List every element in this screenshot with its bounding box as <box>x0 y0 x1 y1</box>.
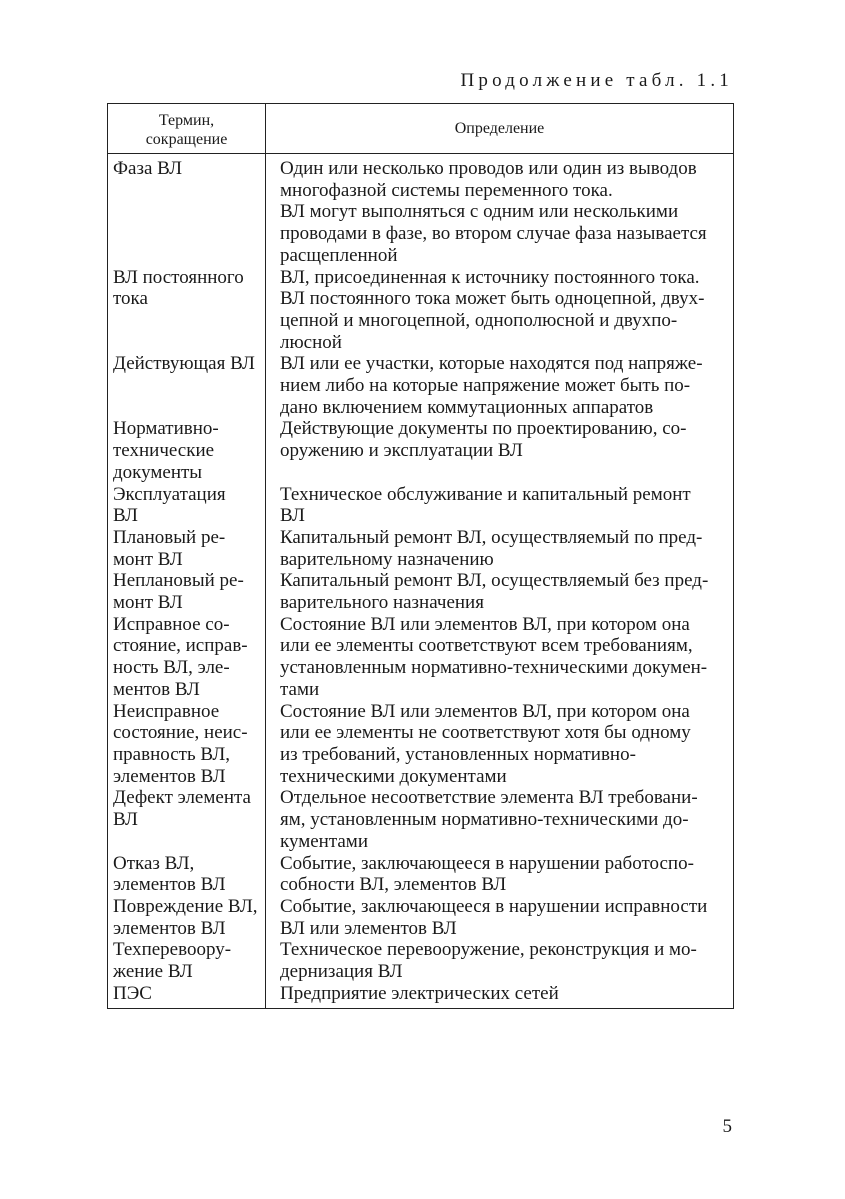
definition-cell <box>266 484 734 571</box>
term-line: элементов ВЛ <box>113 917 226 939</box>
definition-cell <box>266 939 734 982</box>
definition-line: или ее элементы не соответствуют хотя бы одному <box>280 722 691 744</box>
definition-line: цепной и многоцепной, однополюсной и двухпо- <box>280 309 678 331</box>
term-cell <box>108 701 266 788</box>
term-line: ность ВЛ, эле- <box>113 657 230 679</box>
table-row <box>108 939 734 982</box>
definition-line: Действующие документы по проектированию, со- <box>280 418 687 440</box>
definition-line: Капитальный ремонт ВЛ, осуществляемый без пред- <box>280 570 709 592</box>
definition-line: люсной <box>280 331 342 353</box>
definition-line: Техническое обслуживание и капитальный ремонт <box>280 483 691 505</box>
term-line: Эксплуатация <box>113 483 226 505</box>
definition-line: техническими документами <box>280 765 507 787</box>
definition-cell <box>266 418 734 483</box>
table-continuation-caption: Продолжение табл. 1.1 <box>460 70 733 91</box>
definition-line: собности ВЛ, элементов ВЛ <box>280 874 507 896</box>
term-line: ВЛ <box>113 809 138 831</box>
definition-line: Событие, заключающееся в нарушении исправности <box>280 895 708 917</box>
term-line: Техперевоору- <box>113 939 232 961</box>
term-cell <box>108 353 266 418</box>
term-line: состояние, неис- <box>113 722 248 744</box>
definition-line: дано включением коммутационных аппаратов <box>280 396 654 418</box>
table-row <box>108 570 734 613</box>
term-line: Дефект элемента <box>113 787 251 809</box>
term-line: монт ВЛ <box>113 592 183 614</box>
definition-line: Отдельное несоответствие элемента ВЛ требовани- <box>280 787 698 809</box>
definition-line: ВЛ или ее участки, которые находятся под напряже- <box>280 353 703 375</box>
definition-cell <box>266 353 734 418</box>
term-line: монт ВЛ <box>113 548 183 570</box>
term-line: Неплановый ре- <box>113 570 244 592</box>
definition-cell <box>266 267 734 354</box>
definition-line: варительного назначения <box>280 592 484 614</box>
term-cell <box>108 896 266 939</box>
definition-line: ВЛ могут выполняться с одним или несколькими <box>280 201 679 223</box>
term-cell <box>108 853 266 896</box>
table-row <box>108 614 734 701</box>
term-line: Отказ ВЛ, <box>113 852 195 874</box>
term-line: Исправное со- <box>113 613 230 635</box>
definition-line: Техническое перевооружение, реконструкция и мо- <box>280 939 697 961</box>
term-cell <box>108 418 266 483</box>
definition-line: варительному назначению <box>280 548 494 570</box>
table-row <box>108 701 734 788</box>
term-column-header <box>108 104 266 154</box>
term-cell <box>108 484 266 571</box>
definition-line: многофазной системы переменного тока. <box>280 179 613 201</box>
definition-cell <box>266 701 734 788</box>
term-line: правность ВЛ, <box>113 743 230 765</box>
term-cell <box>108 267 266 354</box>
definition-line: тами <box>280 678 320 700</box>
definition-line: ВЛ, присоединенная к источнику постоянного тока. <box>280 266 700 288</box>
term-line: жение ВЛ <box>113 961 193 983</box>
term-line: элементов ВЛ <box>113 765 226 787</box>
table-row <box>108 896 734 939</box>
definition-cell <box>266 614 734 701</box>
term-line: ВЛ постоянного <box>113 266 244 288</box>
table-row <box>108 154 734 267</box>
term-line: Действующая ВЛ <box>113 353 255 375</box>
term-line: Повреждение ВЛ, <box>113 895 258 917</box>
term-line: документы <box>113 461 203 483</box>
term-line: элементов ВЛ <box>113 874 226 896</box>
term-line: технические <box>113 440 215 462</box>
table-row <box>108 353 734 418</box>
definition-line: Капитальный ремонт ВЛ, осуществляемый по пред- <box>280 526 703 548</box>
table-row <box>108 484 734 571</box>
definition-line: ям, установленным нормативно-техническими до- <box>280 809 689 831</box>
term-line: Фаза ВЛ <box>113 158 182 179</box>
term-line: Плановый ре- <box>113 526 226 548</box>
definition-line: установленным нормативно-техническими докумен- <box>280 657 708 679</box>
definition-line: проводами в фазе, во втором случае фаза называется <box>280 223 707 245</box>
definition-cell <box>266 896 734 939</box>
term-line: ментов ВЛ <box>113 678 200 700</box>
definition-column-header: Определение <box>266 104 734 154</box>
definition-line: кументами <box>280 830 368 852</box>
term-cell <box>108 154 266 267</box>
term-cell <box>108 939 266 982</box>
definition-line: ВЛ или элементов ВЛ <box>280 917 457 939</box>
definition-line: дернизация ВЛ <box>280 961 403 983</box>
definition-line: Состояние ВЛ или элементов ВЛ, при котором она <box>280 700 690 722</box>
term-line: ПЭС <box>113 982 152 1004</box>
term-line: тока <box>113 288 148 310</box>
definition-line: ВЛ постоянного тока может быть одноцепной, двух- <box>280 288 705 310</box>
definition-cell <box>266 154 734 267</box>
table-row <box>108 787 734 852</box>
term-cell <box>108 614 266 701</box>
definition-line: Предприятие электрических сетей <box>280 982 559 1004</box>
definition-line: расщепленной <box>280 244 398 266</box>
table-row <box>108 983 734 1009</box>
table-row <box>108 853 734 896</box>
definition-line: ВЛ <box>280 505 305 527</box>
term-cell <box>108 570 266 613</box>
term-line: ВЛ <box>113 505 138 527</box>
table-row <box>108 418 734 483</box>
term-header-line: сокращение <box>145 130 228 148</box>
definition-line: из требований, установленных нормативно- <box>280 743 636 765</box>
definition-cell <box>266 787 734 852</box>
definition-line: оружению и эксплуатации ВЛ <box>280 440 523 462</box>
table-header-row <box>108 104 734 154</box>
term-cell <box>108 787 266 852</box>
page-number: 5 <box>722 1116 732 1137</box>
term-line: стояние, исправ- <box>113 635 248 657</box>
table-row <box>108 267 734 354</box>
definition-cell <box>266 570 734 613</box>
definition-cell <box>266 853 734 896</box>
definition-line: Состояние ВЛ или элементов ВЛ, при котором она <box>280 613 690 635</box>
definition-line: или ее элементы соответствуют всем требованиям, <box>280 635 693 657</box>
definition-line: Один или несколько проводов или один из выводов <box>280 158 697 179</box>
definition-cell <box>266 983 734 1009</box>
term-cell <box>108 983 266 1009</box>
definition-line: Событие, заключающееся в нарушении работоспо- <box>280 852 694 874</box>
term-line: Неисправное <box>113 700 220 722</box>
term-line: Нормативно- <box>113 418 219 440</box>
terms-table <box>107 103 734 1009</box>
table-body <box>108 154 734 1009</box>
definition-line: нием либо на которые напряжение может быть по- <box>280 375 691 397</box>
term-header-line: Термин, <box>158 111 215 129</box>
